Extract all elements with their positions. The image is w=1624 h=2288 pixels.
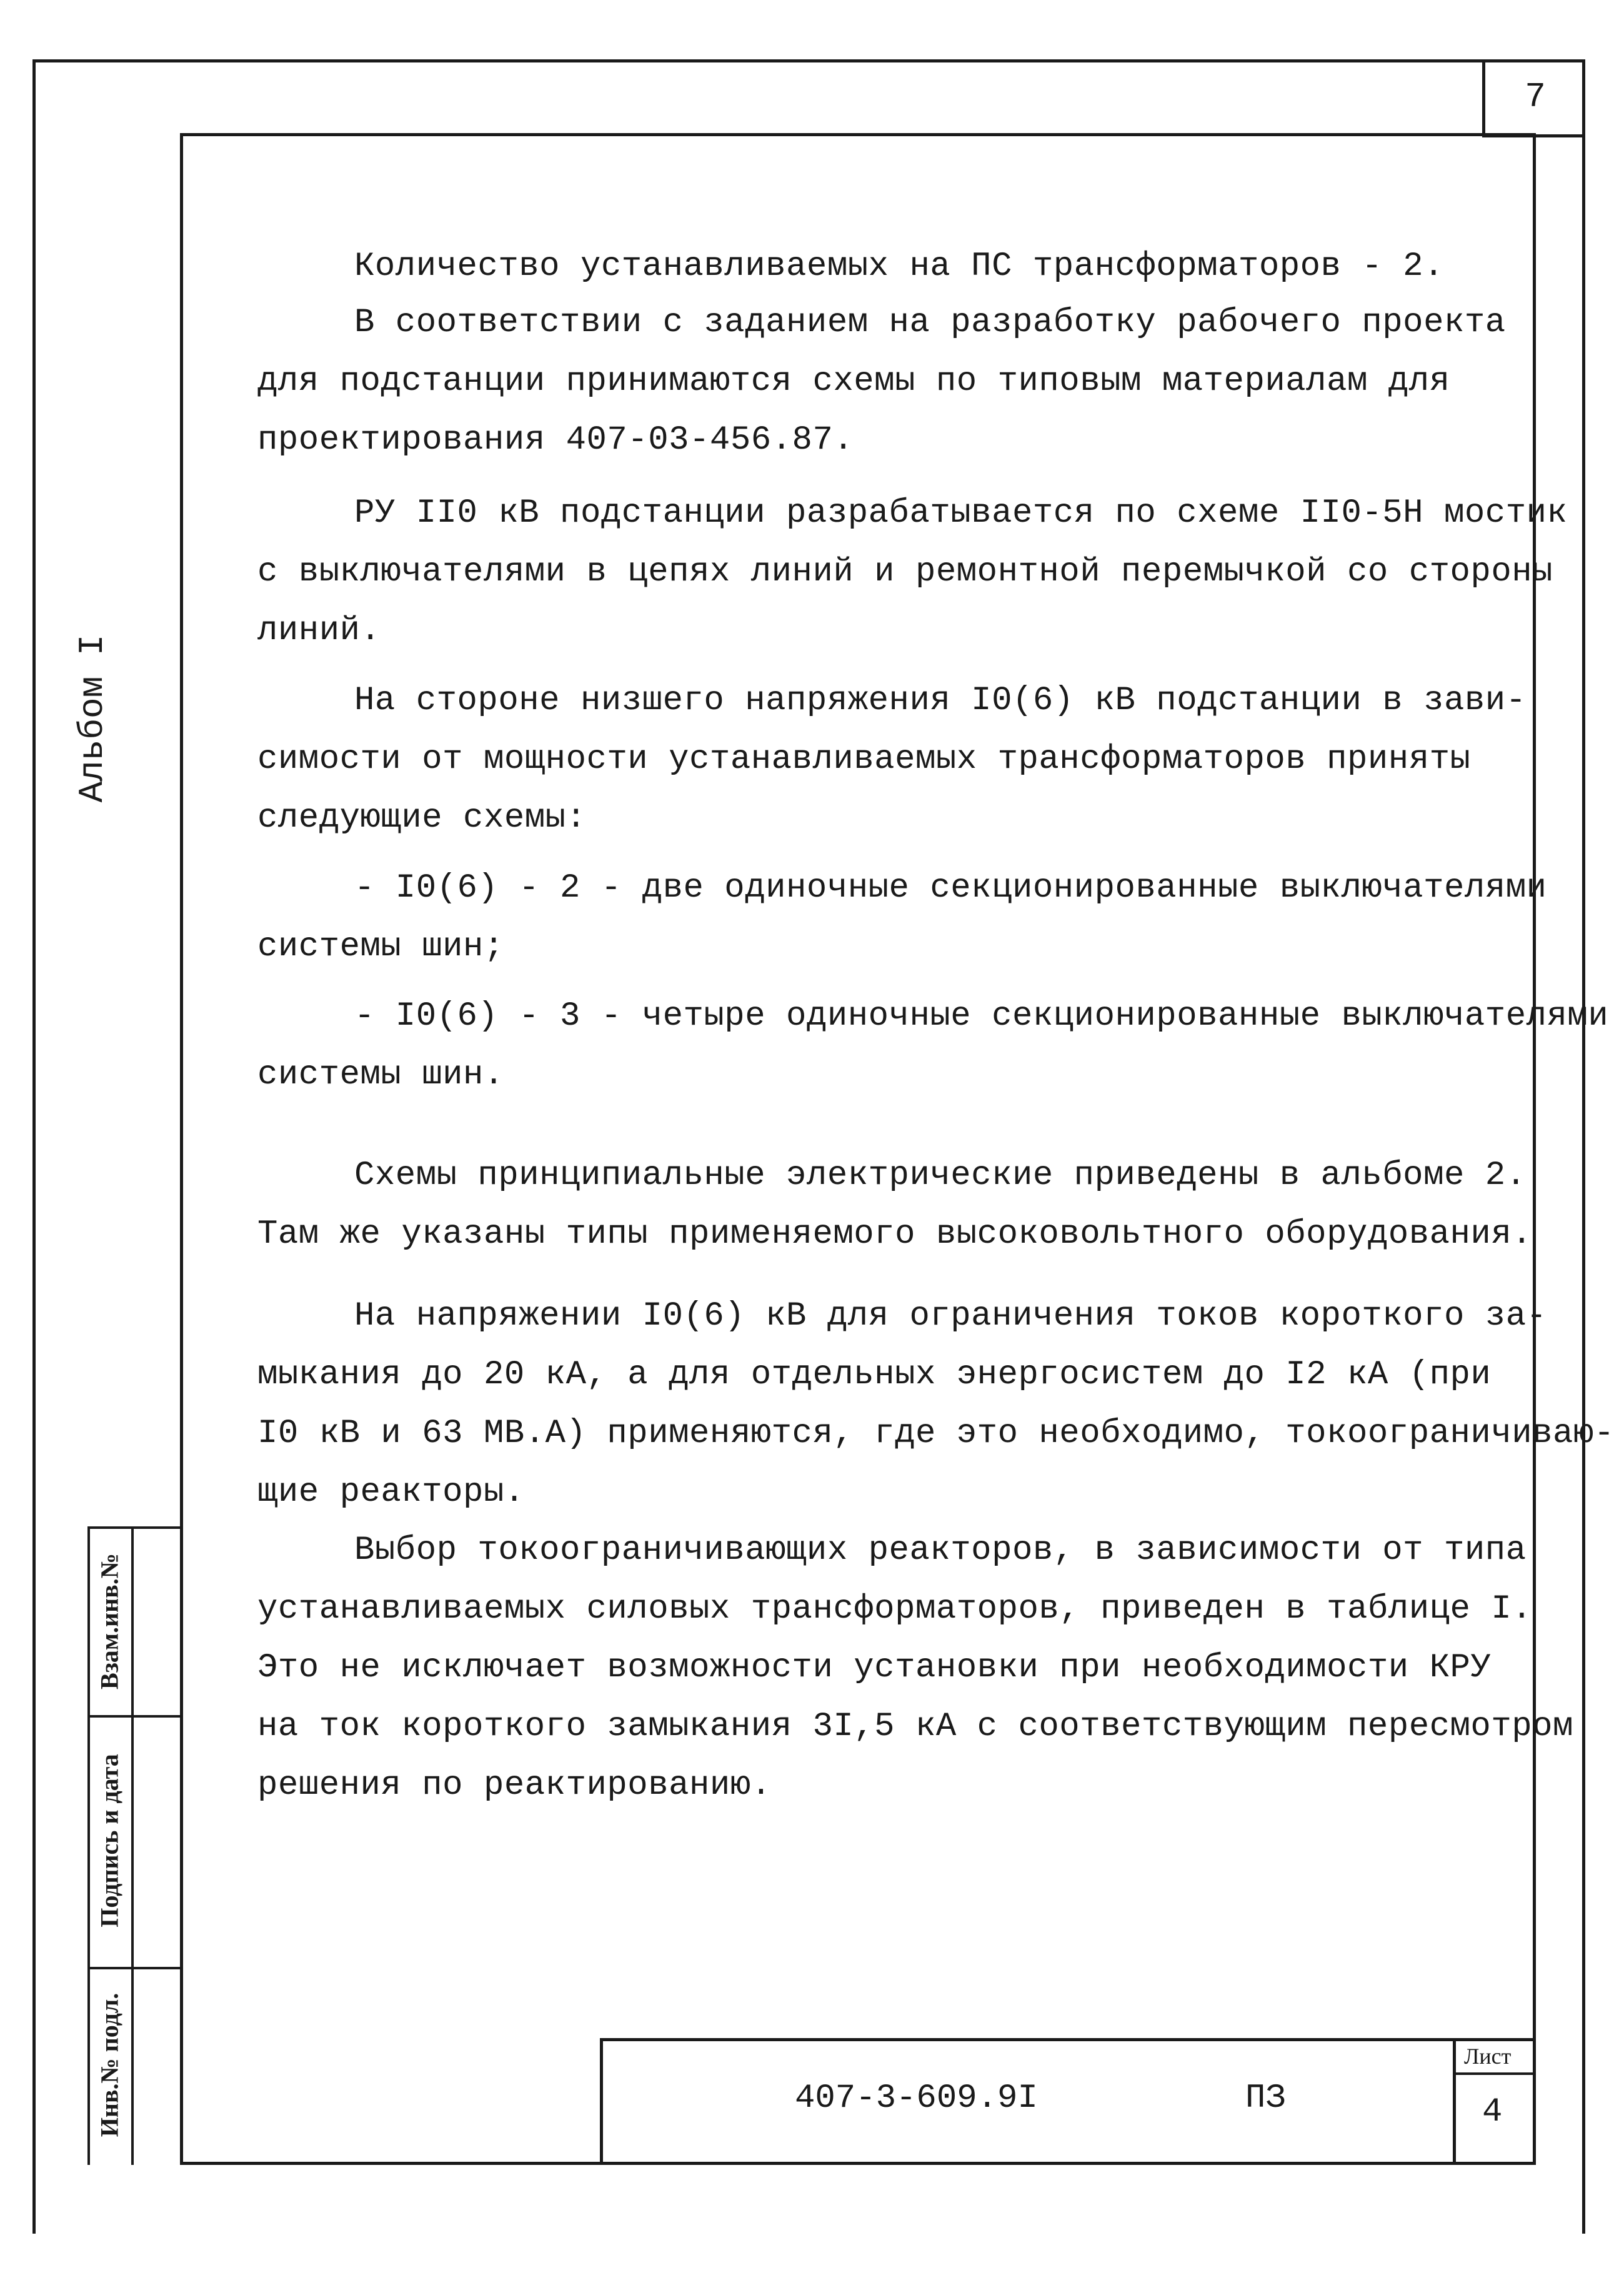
body-text-p5 <box>257 859 1545 977</box>
paragraph-ru-110: РУ II0 кВ подстанции разрабатывается по схеме II0-5Н мостик с выключателями в цепях линий и ремонтной перемычкой со стороны линий. <box>257 494 1568 650</box>
list-item-scheme-3: - I0(6) - 3 - четыре одиночные секционированные выключателями системы шин. <box>257 997 1609 1094</box>
page-number-box <box>1482 59 1585 137</box>
body-text-p4 <box>257 672 1545 848</box>
stamp-left-line <box>600 2038 603 2163</box>
page-number: 7 <box>1525 77 1546 117</box>
body-text-p2 <box>257 294 1545 470</box>
inner-border-bottom <box>180 2162 1536 2165</box>
paragraph-low-voltage: На стороне низшего напряжения I0(6) кВ подстанции в зави- симости от мощности устанавливаемых трансформаторов приняты следующие схемы: <box>257 682 1527 837</box>
outer-border-left <box>32 59 36 2234</box>
paragraph-transformer-count: Количество устанавливаемых на ПС трансформаторов - 2. <box>354 247 1444 286</box>
stamp-sheet-label-line <box>1453 2072 1536 2075</box>
outer-border-right <box>1582 59 1585 2234</box>
left-stamp-sep-1 <box>87 1715 181 1718</box>
paragraph-reactor-selection: Выбор токоограничивающих реакторов, в зависимости от типа устанавливаемых силовых трансформаторов, приведен в таблице I. Это не исключает возможности установки при необходимости КРУ на ток короткого замыкания 3I,5 кА с соответствующим пересмотром решения по реактированию. <box>257 1531 1573 1804</box>
body-text-p6 <box>257 987 1609 1105</box>
side-album-label: Альбом I <box>72 634 112 803</box>
stamp-top-line <box>600 2038 1536 2041</box>
left-stamp-outer-edge <box>87 1526 90 2165</box>
inner-border-top <box>180 133 1536 136</box>
body-text-p7 <box>257 1146 1545 1264</box>
list-item-scheme-2: - I0(6) - 2 - две одиночные секционированные выключателями системы шин; <box>257 869 1547 966</box>
body-text-p9 <box>257 1521 1573 1815</box>
side-label-podpis-data: Подпись и дата <box>95 1754 124 1927</box>
document-type: ПЗ <box>1245 2079 1286 2117</box>
side-label-inv-podl: Инв.№ подл. <box>95 1992 124 2137</box>
sheet-number: 4 <box>1482 2093 1503 2131</box>
body-text-p8 <box>257 1287 1615 1522</box>
side-label-vzam-inv: Взам.инв.№ <box>95 1553 124 1689</box>
inner-border-left <box>180 133 183 2164</box>
sheet-label: Лист <box>1464 2044 1512 2069</box>
left-stamp-top <box>87 1526 181 1529</box>
paragraph-project-basis: В соответствии с заданием на разработку рабочего проекта для подстанции принимаются схемы по типовым материалам для проектирования 407-03-456.87. <box>257 304 1506 459</box>
paragraph-reactors: На напряжении I0(6) кВ для ограничения токов короткого за- мыкания до 20 кА, а для отдельных энергосистем до I2 кА (при I0 кВ и 63 МВ.А) применяются, где это необходимо, токоограничиваю- щие реакторы. <box>257 1297 1615 1511</box>
body-text <box>257 237 1545 296</box>
left-stamp-sep-2 <box>87 1967 181 1969</box>
outer-border-top <box>32 59 1585 62</box>
paragraph-schemes-album: Схемы принципиальные электрические приведены в альбоме 2. Там же указаны типы применяемого высоковольтного оборудования. <box>257 1156 1533 1253</box>
stamp-sheet-divider <box>1453 2038 1456 2163</box>
body-text-p3 <box>257 484 1568 660</box>
left-stamp-divider <box>131 1526 134 2165</box>
document-code: 407-3-609.9I <box>795 2079 1038 2117</box>
